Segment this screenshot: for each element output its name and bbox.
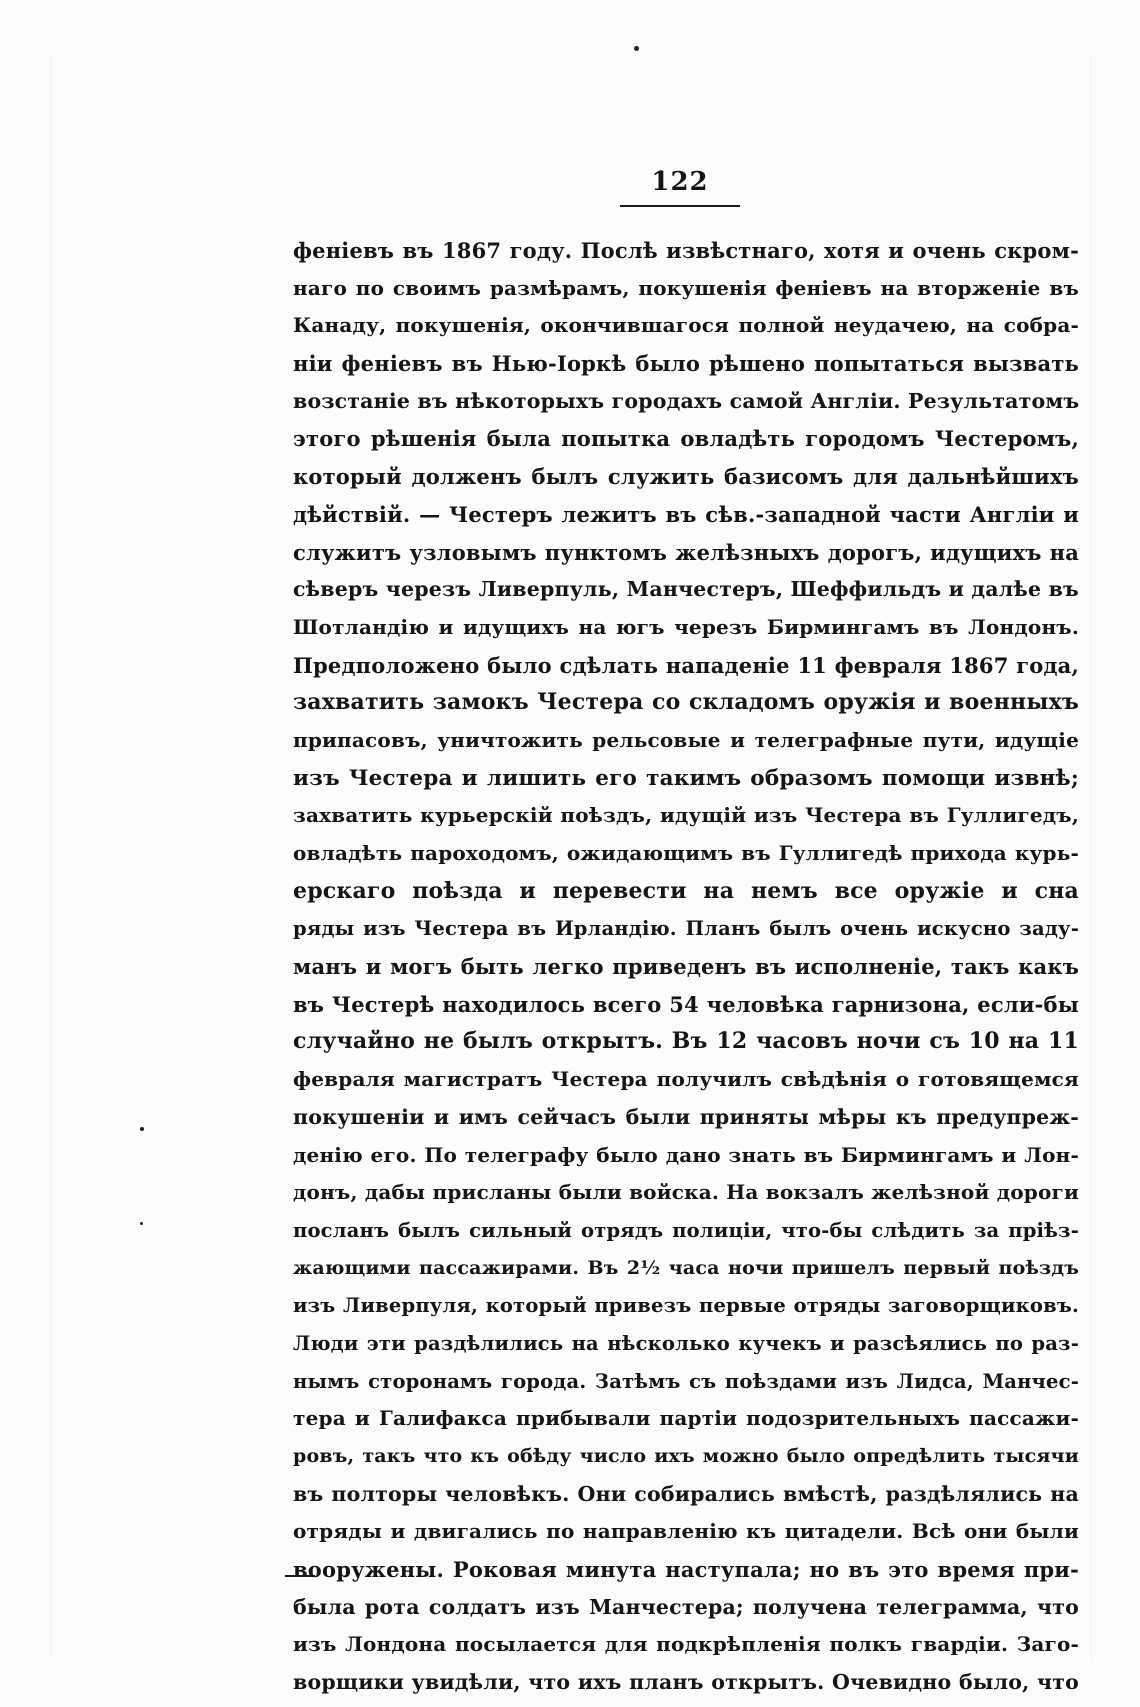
text-line: донъ, дабы присланы были войска. На вокзалъ желѣзной дороги [293, 1180, 1079, 1205]
text-line: ерскаго поѣзда и перевести на немъ все оружіе и сна [293, 877, 1079, 904]
text-line: случайно не былъ открытъ. Въ 12 часовъ ночи съ 10 на 11 [293, 1028, 1079, 1055]
text-line: который долженъ былъ служить базисомъ для дальнѣйшихъ [293, 464, 1079, 490]
text-line: ніи феніевъ въ Нью-Іоркѣ было рѣшено попытаться вызвать [293, 351, 1079, 377]
page-number-rule [620, 205, 740, 207]
text-line: служитъ узловымъ пунктомъ желѣзныхъ дорогъ, идущихъ на [293, 539, 1079, 565]
text-line: Люди эти раздѣлились на нѣсколько кучекъ и разсѣялись по раз- [293, 1331, 1079, 1355]
text-line: захватить курьерскій поѣздъ, идущій изъ Честера въ Гуллигедъ, [293, 803, 1079, 828]
text-line: ворщики увидѣли, что ихъ планъ открытъ. Очевидно было, что [293, 1670, 1079, 1695]
text-line: Канаду, покушенія, окончившагося полной неудачею, на собра- [293, 313, 1079, 338]
text-line: манъ и могъ быть легко приведенъ въ исполненіе, такъ какъ [293, 954, 1079, 980]
text-line: феніевъ въ 1867 году. Послѣ извѣстнаго, хотя и очень скром- [293, 238, 1079, 263]
text-line: сѣверъ черезъ Ливерпуль, Манчестеръ, Шеффильдъ и далѣе въ [293, 577, 1079, 602]
text-line: денію его. По телеграфу было дано знать въ Бирмингамъ и Лон- [293, 1142, 1079, 1167]
text-line: этого рѣшенія была попытка овладѣть городомъ Честеромъ, [293, 426, 1079, 452]
text-line: Предположено было сдѣлать нападеніе 11 февраля 1867 года, [293, 652, 1079, 678]
text-line: въ Честерѣ находилось всего 54 человѣка гарнизона, если-бы [293, 991, 1079, 1017]
text-line: въ полторы человѣкъ. Они собирались вмѣстѣ, раздѣлялись на [293, 1481, 1079, 1506]
text-line: покушеніи и имъ сейчасъ были приняты мѣры къ предупреж- [293, 1104, 1079, 1129]
text-line: была рота солдатъ изъ Манчестера; получена телеграмма, что [293, 1594, 1079, 1619]
text-line: дѣйствій. — Честеръ лежитъ въ сѣв.-западной части Англіи и [293, 501, 1079, 527]
text-line: вооружены. Роковая минута наступала; но въ это время при- [293, 1557, 1079, 1583]
scan-speck [634, 46, 639, 51]
text-line: возстаніе въ нѣкоторыхъ городахъ самой Англіи. Результатомъ [293, 388, 1079, 413]
text-line: посланъ былъ сильный отрядъ полиціи, что-бы слѣдить за пріѣз- [293, 1218, 1079, 1242]
text-line: ряды изъ Честера въ Ирландію. Планъ былъ очень искусно заду- [293, 917, 1079, 941]
text-line: февраля магистратъ Честера получилъ свѣдѣнія о готовящемся [293, 1067, 1079, 1092]
text-line: припасовъ, уничтожить рельсовые и телеграфные пути, идущіе [293, 727, 1079, 752]
footer-rule [285, 1575, 315, 1577]
text-line: нымъ сторонамъ города. Затѣмъ съ поѣздами изъ Лидса, Манчес- [293, 1369, 1079, 1393]
text-line: изъ Ливерпуля, который привезъ первые отряды заговорщиковъ. [293, 1294, 1079, 1318]
text-line: ровъ, такъ что къ обѣду число ихъ можно было опредѣлить тысячи [293, 1445, 1079, 1467]
text-line: изъ Лондона посылается для подкрѣпленія полкъ гвардіи. Заго- [293, 1632, 1079, 1657]
body-text [293, 232, 1079, 1702]
text-line: тера и Галифакса прибывали партіи подозрительныхъ пассажи- [293, 1406, 1079, 1431]
text-line: Шотландію и идущихъ на югъ черезъ Бирмингамъ въ Лондонъ. [293, 614, 1079, 639]
text-line: отряды и двигались по направленію къ цитадели. Всѣ они были [293, 1519, 1079, 1544]
text-line: наго по своимъ размѣрамъ, покушенія феніевъ на вторженіе въ [293, 275, 1079, 300]
text-line: захватить замокъ Честера со складомъ оружія и военныхъ [293, 689, 1079, 716]
scan-speck [140, 1222, 143, 1225]
text-line: овладѣть пароходомъ, ожидающимъ въ Гуллигедѣ прихода курь- [293, 841, 1079, 865]
text-line: изъ Честера и лишить его такимъ образомъ помощи извнѣ; [293, 765, 1079, 791]
scan-speck [140, 1127, 144, 1131]
page-number: 122 [651, 167, 709, 197]
text-line: жающими пассажирами. Въ 2½ часа ночи пришелъ первый поѣздъ [293, 1256, 1079, 1279]
